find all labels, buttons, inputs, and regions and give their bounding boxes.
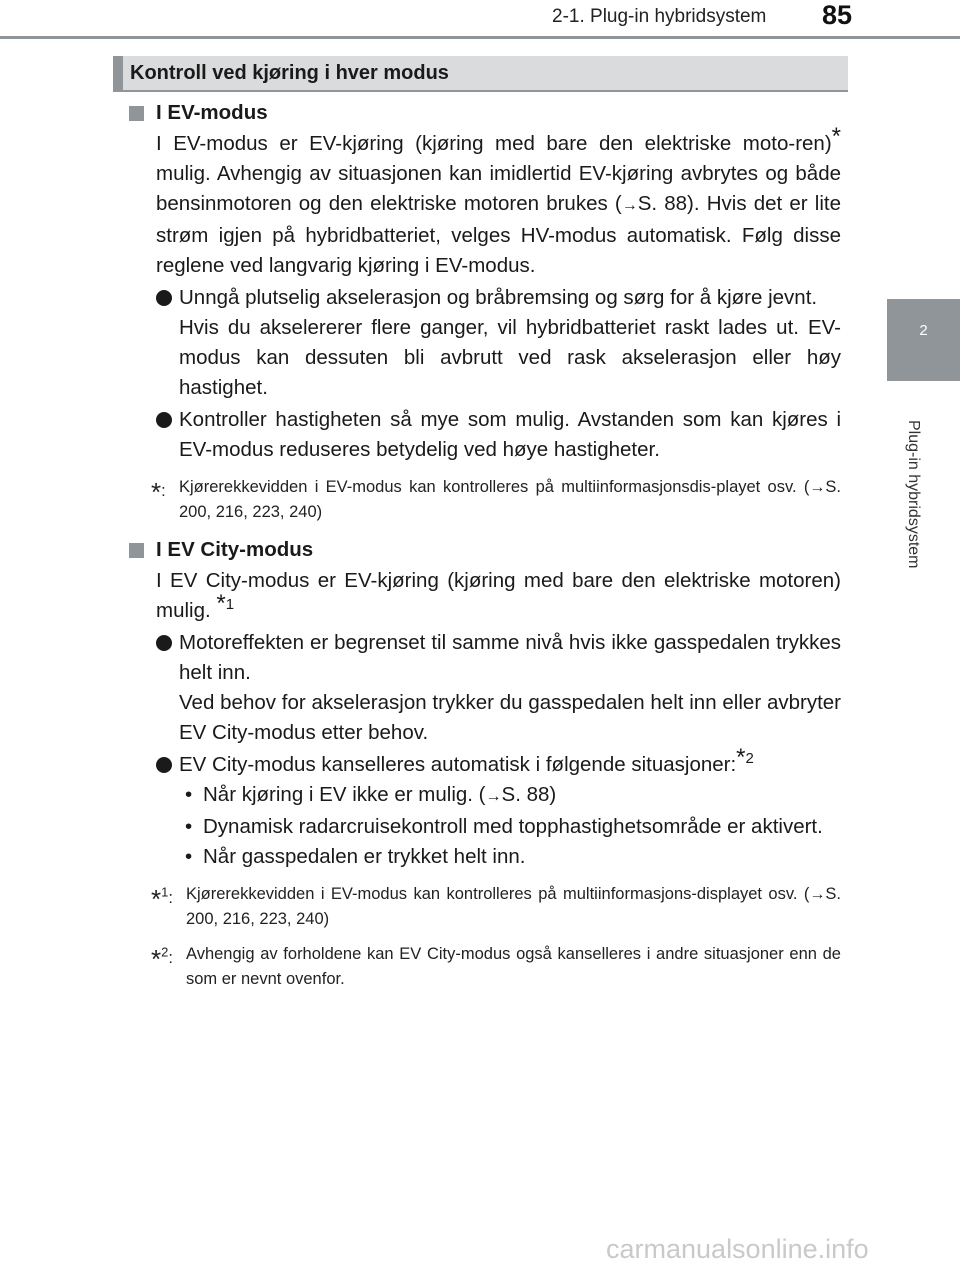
ev-city-footnote-2: *$^2$: Avhengig av forholdene kan EV City-modus også kanselleres i andre situasjoner enn de som er nevnt ovenfor.: [151, 944, 841, 988]
arrow-right-icon: →: [485, 788, 502, 805]
ev-city-bullet-2: EV City-modus kanselleres automatisk i følgende situasjoner:$^{*2}$: [129, 750, 841, 780]
heading-ev-mode: I EV-modus: [129, 98, 841, 128]
arrow-right-icon: →: [809, 886, 826, 903]
bullet-dot-icon: [156, 635, 172, 651]
footnote-ref-1[interactable]: *1: [216, 590, 235, 618]
ev-city-bullet-1: Motoreffekten er begrenset til samme nivå hvis ikke gasspedalen trykkes helt inn.: [129, 628, 841, 688]
ev-bullet-2: Kontroller hastigheten så mye som mulig. Avstanden som kan kjøres i EV-modus reduseres betydelig ved høye hastigheter.: [129, 405, 841, 465]
footnote-ref[interactable]: *: [831, 123, 841, 151]
section-bar-accent: [113, 56, 123, 92]
header-title: 2-1. Plug-in hybridsystem: [552, 6, 767, 27]
ev-city-sub-1: • Når kjøring i EV ikke er mulig. (→S. 88): [129, 780, 841, 812]
chapter-label: Plug-in hybridsystem: [905, 420, 922, 569]
ev-city-paragraph: I EV City-modus er EV-kjøring (kjøring med bare den elektriske motoren) mulig. $^{*1}$: [156, 569, 841, 622]
ev-city-sub-2: • Dynamisk radarcruisekontroll med topphastighetsområde er aktivert.: [129, 812, 841, 842]
bullet-dot-icon: [156, 412, 172, 428]
bullet-dot-icon: [156, 290, 172, 306]
small-bullet-icon: •: [185, 815, 193, 838]
small-bullet-icon: •: [185, 783, 193, 806]
footnote-ref-2[interactable]: *2: [736, 744, 754, 772]
square-bullet-icon: [129, 106, 144, 121]
watermark: carmanualsonline.info: [606, 1234, 869, 1264]
heading-ev-city-mode: I EV City-modus: [129, 535, 841, 565]
chapter-tab[interactable]: 2: [887, 299, 960, 381]
bullet-dot-icon: [156, 757, 172, 773]
section-bar: [113, 56, 848, 92]
arrow-right-icon: →: [621, 197, 638, 214]
small-bullet-icon: •: [185, 845, 193, 868]
page-number: 85: [822, 0, 853, 30]
section-title: Kontroll ved kjøring i hver modus: [130, 62, 449, 84]
ev-bullet-1: Unngå plutselig akselerasjon og bråbremsing og sørg for å kjøre jevnt.: [129, 283, 841, 313]
ev-city-bullet-1-continued: Ved behov for akselerasjon trykker du gasspedalen helt inn eller avbryter EV City-modus etter behov.: [179, 691, 841, 744]
ev-footnote: *: Kjørerekkevidden i EV-modus kan kontrolleres på multiinformasjonsdis-playet osv. (→S. 200, 216, 223, 240): [151, 477, 841, 521]
square-bullet-icon: [129, 543, 144, 558]
arrow-right-icon: →: [809, 479, 826, 496]
content: [129, 95, 841, 1002]
header-rule: [0, 36, 960, 39]
ev-bullet-1-continued: Hvis du akselererer flere ganger, vil hybridbatteriet raskt lades ut. EV-modus kan dessuten bli avbrutt ved rask akselerasjon eller høy hastighet.: [179, 316, 841, 399]
ev-city-footnote-1: *$^1$: Kjørerekkevidden i EV-modus kan kontrolleres på multiinformasjons-displayet osv. (→S. 200, 216, 223, 240): [151, 884, 841, 928]
ev-paragraph: I EV-modus er EV-kjøring (kjøring med bare den elektriske moto-ren)* mulig. Avhengig av situasjonen kan imidlertid EV-kjøring avbrytes og både bensinmotoren og den elektriske motoren brukes (→S. 88). Hvis det er lite strøm igjen på hybridbatteriet, velges HV-modus automatisk. Følg disse reglene ved langvarig kjøring i EV-modus.: [156, 123, 841, 277]
ev-city-sub-3: • Når gasspedalen er trykket helt inn.: [129, 842, 841, 872]
